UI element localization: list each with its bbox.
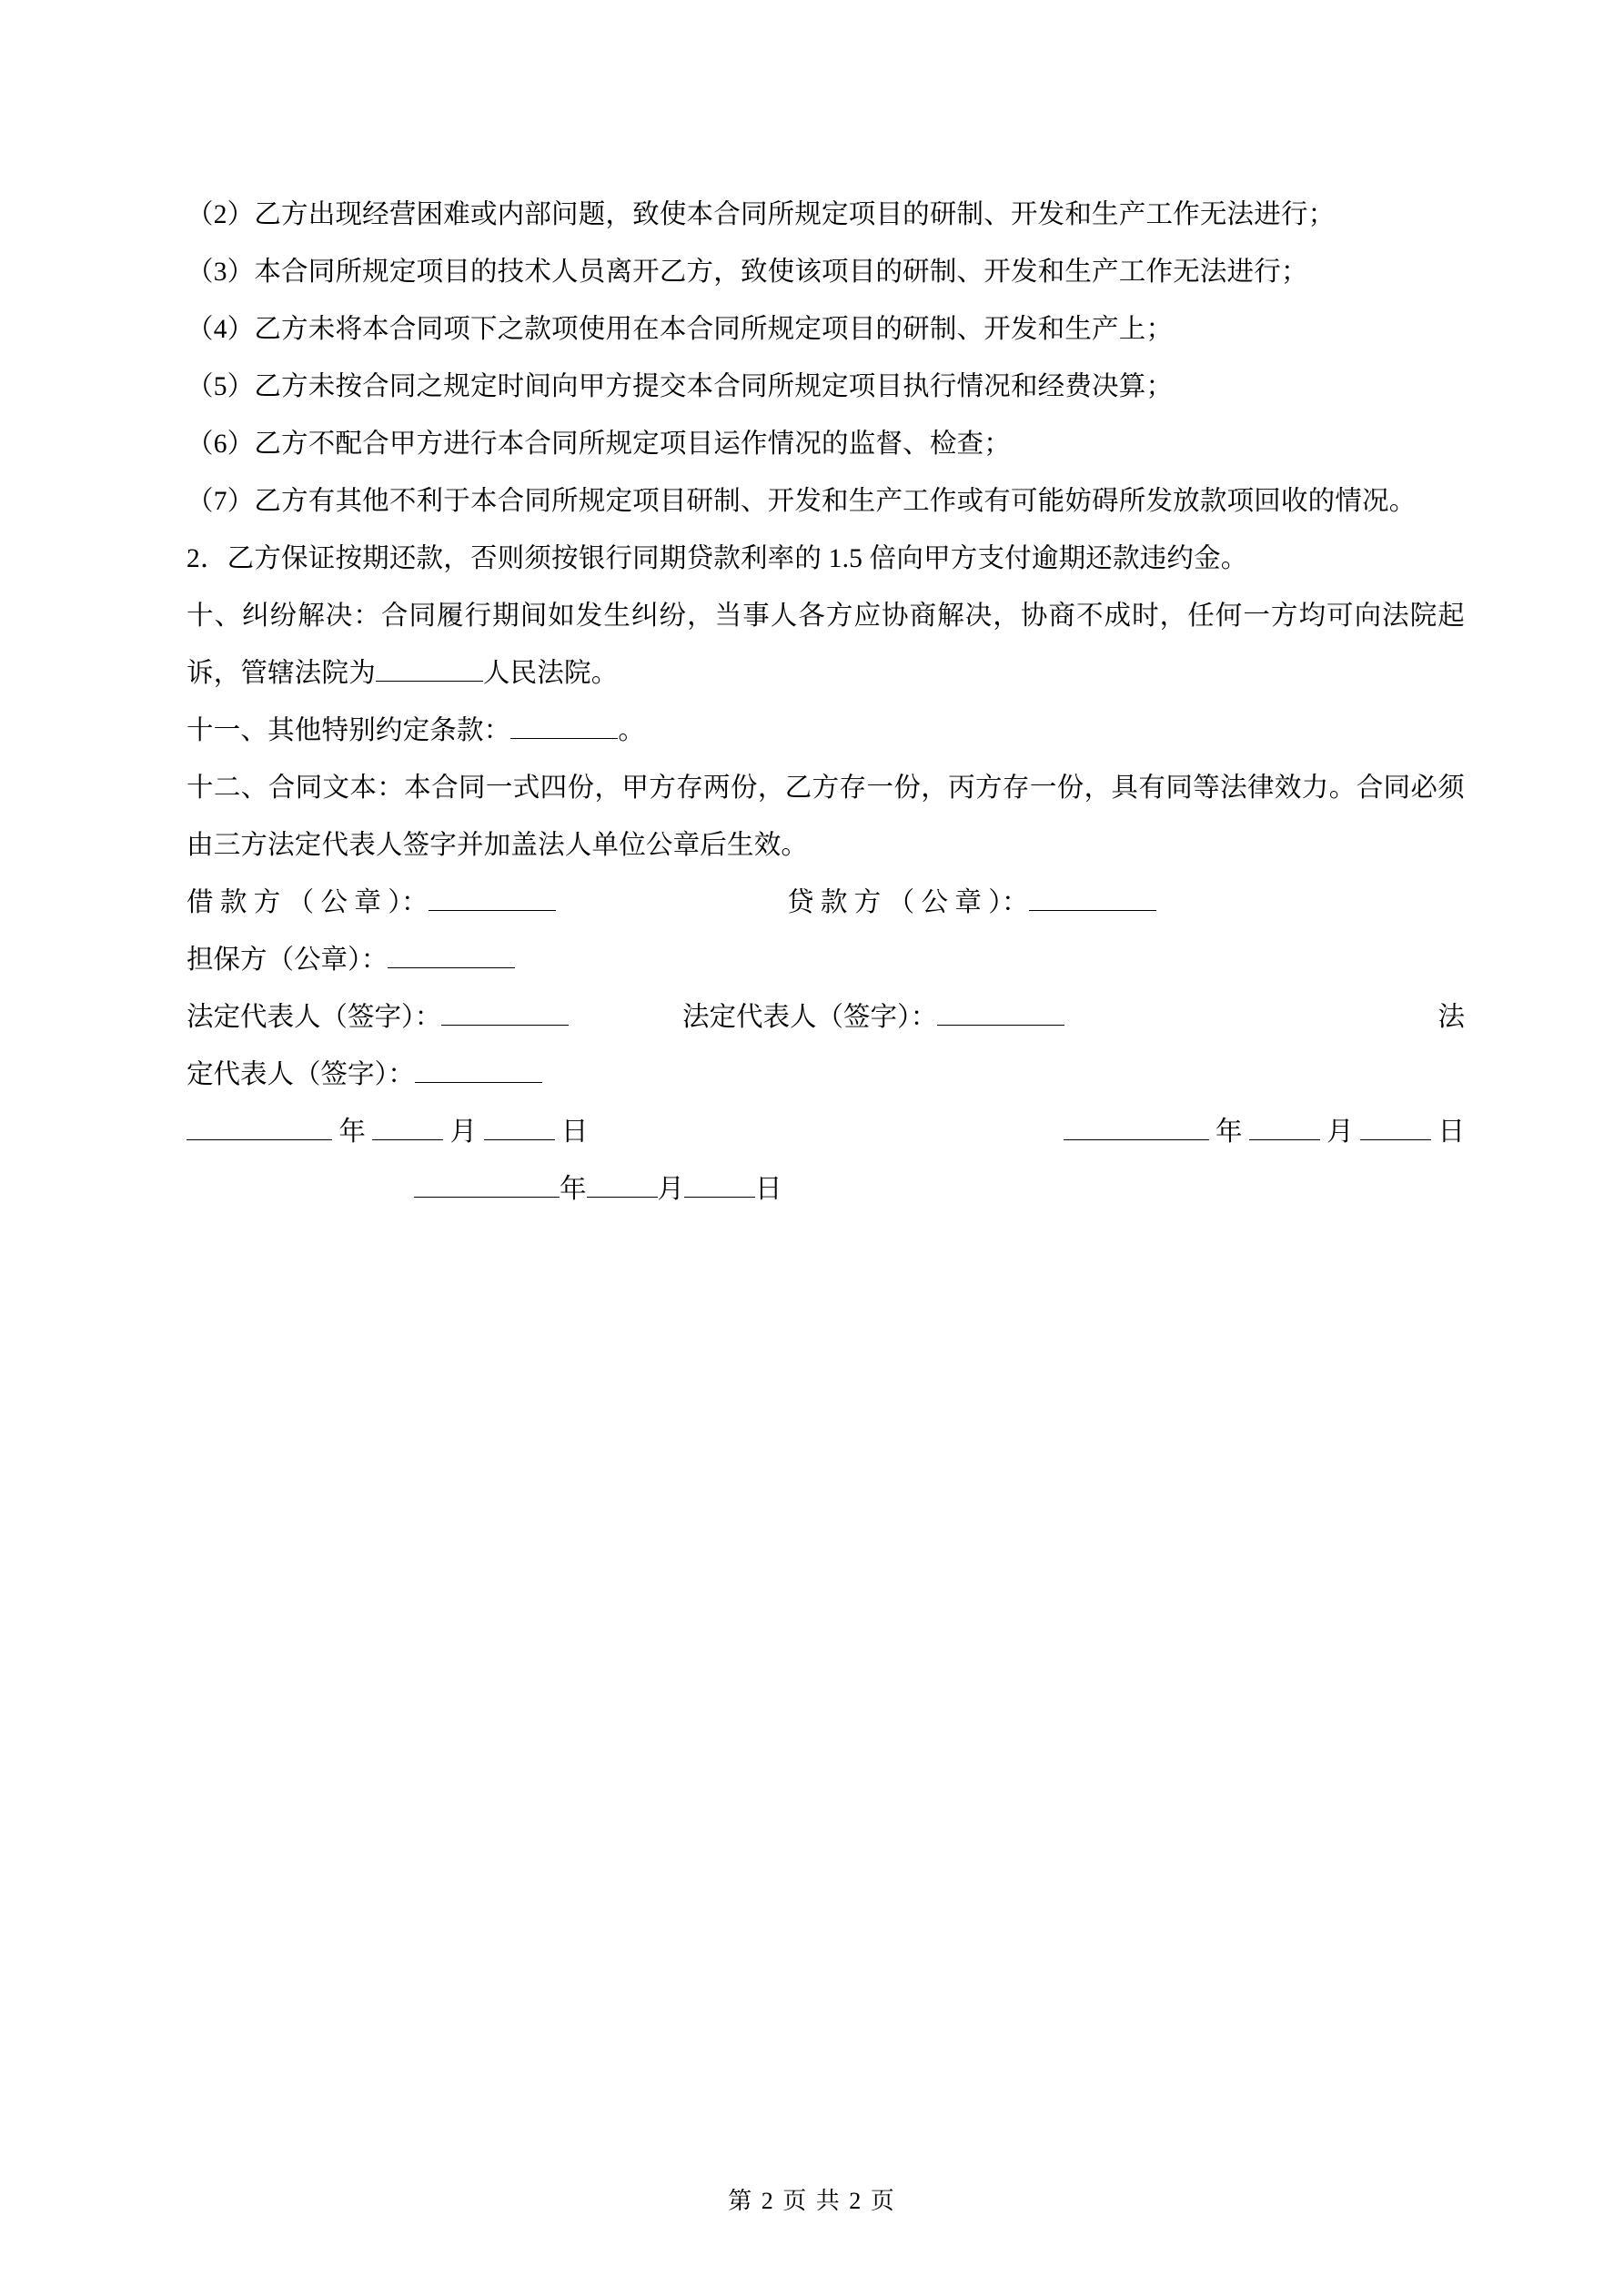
guarantor-seal-label-group	[187, 932, 515, 989]
paragraph-clause-9-item-2: 2．乙方保证按期还款，否则须按银行同期贷款利率的 1.5 倍向甲方支付逾期还款违约金。	[187, 544, 1248, 573]
signature-row-reps-2	[187, 1047, 1465, 1104]
legal-rep-1-group	[187, 989, 569, 1047]
paragraph-clause-9-4: （4）乙方未将本合同项下之款项使用在本合同所规定项目的研制、开发和生产上；	[187, 315, 1174, 344]
date-1-group	[187, 1104, 588, 1161]
clause-11-text-after: 。	[618, 716, 646, 745]
paragraph-clause-9-2: （2）乙方出现经营困难或内部问题，致使本合同所规定项目的研制、开发和生产工作无法进行；	[187, 200, 1336, 229]
legal-rep-2-group	[682, 989, 1064, 1047]
legal-rep-3-prefix: 法	[1437, 1003, 1465, 1032]
date-1-year-blank[interactable]	[187, 1139, 332, 1140]
date-1-month-blank[interactable]	[372, 1139, 443, 1140]
legal-rep-2-blank[interactable]	[937, 1025, 1064, 1026]
borrower-seal-label: 借 款 方 （ 公 章 ）：	[187, 888, 429, 917]
clause-10-text-before: 十、纠纷解决：合同履行期间如发生纠纷，当事人各方应协商解决，协商不成时，任何一方均可向法院起诉，管辖法院为	[187, 602, 1465, 688]
borrower-seal-blank[interactable]	[429, 910, 556, 911]
legal-rep-1-label: 法定代表人（签字）：	[187, 1003, 442, 1032]
legal-rep-3-group	[187, 1047, 542, 1104]
paragraph-clause-11	[187, 703, 1465, 760]
date-3-month-blank[interactable]	[587, 1197, 658, 1198]
paragraph-clause-12: 十二、合同文本：本合同一式四份，甲方存两份，乙方存一份，丙方存一份，具有同等法律效力。合同必须由三方法定代表人签字并加盖法人单位公章后生效。	[187, 774, 1465, 860]
date-2-month-blank[interactable]	[1249, 1139, 1320, 1140]
paragraph-clause-9-3: （3）本合同所规定项目的技术人员离开乙方，致使该项目的研制、开发和生产工作无法进行；	[187, 258, 1308, 287]
signature-row-seals-1	[187, 875, 1465, 932]
signature-row-dates-2	[187, 1161, 1465, 1219]
date-1-year-label: 年	[338, 1118, 366, 1147]
signature-row-reps-1	[187, 989, 1465, 1047]
paragraph-clause-10	[187, 588, 1465, 703]
guarantor-seal-blank[interactable]	[388, 967, 515, 968]
date-3-year-blank[interactable]	[414, 1197, 560, 1198]
clause-11-text-before: 十一、其他特别约定条款：	[187, 716, 511, 745]
signature-row-seals-2	[187, 932, 1465, 989]
date-2-month-label: 月	[1326, 1118, 1354, 1147]
paragraph-clause-9-6: （6）乙方不配合甲方进行本合同所规定项目运作情况的监督、检查；	[187, 430, 1011, 459]
court-name-blank[interactable]	[376, 681, 483, 682]
date-2-day-label: 日	[1437, 1118, 1465, 1147]
borrower-seal-label-group	[187, 875, 556, 932]
clause-10-text-after: 人民法院。	[482, 659, 619, 688]
date-3-day-blank[interactable]	[684, 1197, 755, 1198]
legal-rep-2-label: 法定代表人（签字）：	[682, 1003, 938, 1032]
date-2-group	[1064, 1104, 1465, 1161]
date-2-year-label: 年	[1215, 1118, 1243, 1147]
date-3-year-label: 年	[560, 1175, 587, 1204]
signature-row-dates-1	[187, 1104, 1465, 1161]
paragraph-clause-9-7: （7）乙方有其他不利于本合同所规定项目研制、开发和生产工作或有可能妨碍所发放款项回收的情况。	[187, 487, 1417, 516]
date-2-year-blank[interactable]	[1064, 1139, 1209, 1140]
page-footer: 第 2 页 共 2 页	[728, 2188, 896, 2214]
date-1-day-label: 日	[560, 1118, 589, 1147]
guarantor-seal-label: 担保方（公章）：	[187, 946, 388, 975]
date-1-month-label: 月	[449, 1118, 478, 1147]
date-1-day-blank[interactable]	[484, 1139, 555, 1140]
lender-seal-label-group	[787, 875, 1156, 932]
date-3-month-label: 月	[657, 1175, 685, 1204]
legal-rep-3-label: 定代表人（签字）：	[187, 1060, 415, 1089]
paragraph-clause-9-5: （5）乙方未按合同之规定时间向甲方提交本合同所规定项目执行情况和经费决算；	[187, 372, 1174, 401]
special-terms-blank[interactable]	[510, 738, 618, 739]
signature-block	[187, 875, 1465, 1219]
date-3-day-label: 日	[755, 1175, 782, 1204]
lender-seal-blank[interactable]	[1029, 910, 1156, 911]
date-2-day-blank[interactable]	[1360, 1139, 1431, 1140]
legal-rep-3-blank[interactable]	[415, 1082, 542, 1083]
legal-rep-1-blank[interactable]	[441, 1025, 569, 1026]
lender-seal-label: 贷 款 方 （ 公 章 ）：	[787, 888, 1029, 917]
